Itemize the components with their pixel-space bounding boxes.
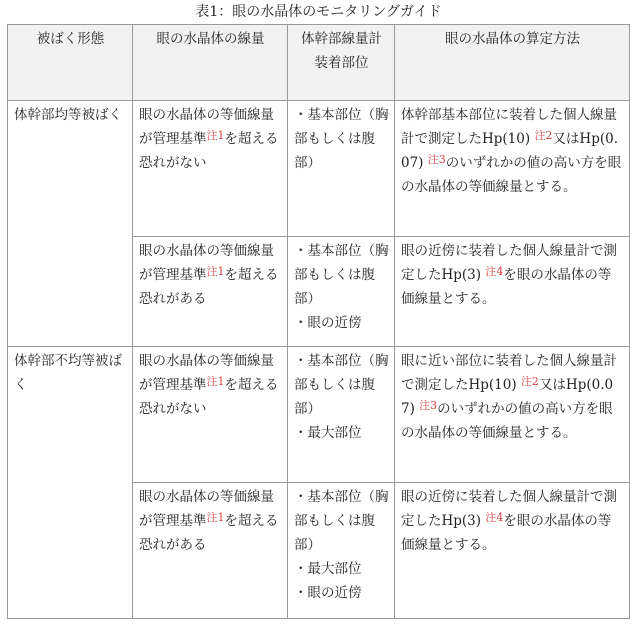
dosimeter-site-cell bbox=[288, 347, 395, 483]
calc-method-cell: 体幹部基本部位に装着した個人線量計で測定したHp(10) $^{注2}$又はHp(0.07) $^{注3}$のいずれかの値の高い方を眼の水晶体の等価線量とする。 bbox=[395, 101, 630, 237]
site-item: ・最大部位 bbox=[294, 561, 362, 577]
header-dosimeter-site-line1: 体幹部線量計 bbox=[301, 31, 382, 47]
note-ref: 注1 bbox=[206, 265, 225, 278]
note-ref: 注4 bbox=[485, 265, 504, 278]
header-eye-dose: 眼の水晶体の線量 bbox=[133, 25, 288, 101]
dosimeter-site-cell bbox=[288, 237, 395, 347]
exposure-form-uniform: 体幹部均等被ばく bbox=[8, 101, 133, 347]
site-item: ・眼の近傍 bbox=[294, 315, 362, 331]
note-ref: 注2 bbox=[520, 375, 539, 388]
note-ref: 注4 bbox=[485, 511, 504, 524]
site-item: ・基本部位（胸部もしくは腹部） bbox=[294, 243, 389, 307]
site-item: ・基本部位（胸部もしくは腹部） bbox=[294, 353, 389, 417]
note-ref: 注3 bbox=[419, 399, 438, 412]
header-calc-method: 眼の水晶体の算定方法 bbox=[395, 25, 630, 101]
eye-dose-cell: 眼の水晶体の等価線量が管理基準$^{注1}$を超える恐れがない bbox=[133, 101, 288, 237]
note-ref: 注2 bbox=[534, 129, 553, 142]
calc-method-cell: 眼の近傍に装着した個人線量計で測定したHp(3) $^{注4}$を眼の水晶体の等価線量とする。 bbox=[395, 483, 630, 619]
table-row bbox=[8, 101, 630, 237]
site-item: ・基本部位（胸部もしくは腹部） bbox=[294, 107, 389, 171]
dosimeter-site-cell bbox=[288, 101, 395, 237]
note-ref: 注1 bbox=[206, 511, 225, 524]
header-row bbox=[8, 25, 630, 101]
exposure-form-nonuniform: 体幹部不均等被ばく bbox=[8, 347, 133, 619]
note-ref: 注1 bbox=[206, 375, 225, 388]
calc-method-cell: 眼の近傍に装着した個人線量計で測定したHp(3) $^{注4}$を眼の水晶体の等価線量とする。 bbox=[395, 237, 630, 347]
monitoring-guide-table bbox=[7, 24, 630, 619]
note-ref: 注1 bbox=[206, 129, 225, 142]
table-caption: 表1：眼の水晶体のモニタリングガイド bbox=[195, 4, 442, 20]
eye-dose-cell: 眼の水晶体の等価線量が管理基準$^{注1}$を超える恐れがある bbox=[133, 237, 288, 347]
header-dosimeter-site-line2: 装着部位 bbox=[314, 55, 369, 71]
dosimeter-site-cell bbox=[288, 483, 395, 619]
eye-dose-cell: 眼の水晶体の等価線量が管理基準$^{注1}$を超える恐れがある bbox=[133, 483, 288, 619]
table-row bbox=[8, 347, 630, 483]
site-item: ・最大部位 bbox=[294, 425, 362, 441]
header-dosimeter-site bbox=[288, 25, 395, 101]
site-item: ・眼の近傍 bbox=[294, 585, 362, 601]
calc-method-cell: 眼に近い部位に装着した個人線量計で測定したHp(10) $^{注2}$又はHp(0.07) $^{注3}$のいずれかの値の高い方を眼の水晶体の等価線量とする。 bbox=[395, 347, 630, 483]
header-exposure-form: 被ばく形態 bbox=[8, 25, 133, 101]
eye-dose-cell: 眼の水晶体の等価線量が管理基準$^{注1}$を超える恐れがない bbox=[133, 347, 288, 483]
site-item: ・基本部位（胸部もしくは腹部） bbox=[294, 489, 389, 553]
note-ref: 注3 bbox=[427, 153, 446, 166]
